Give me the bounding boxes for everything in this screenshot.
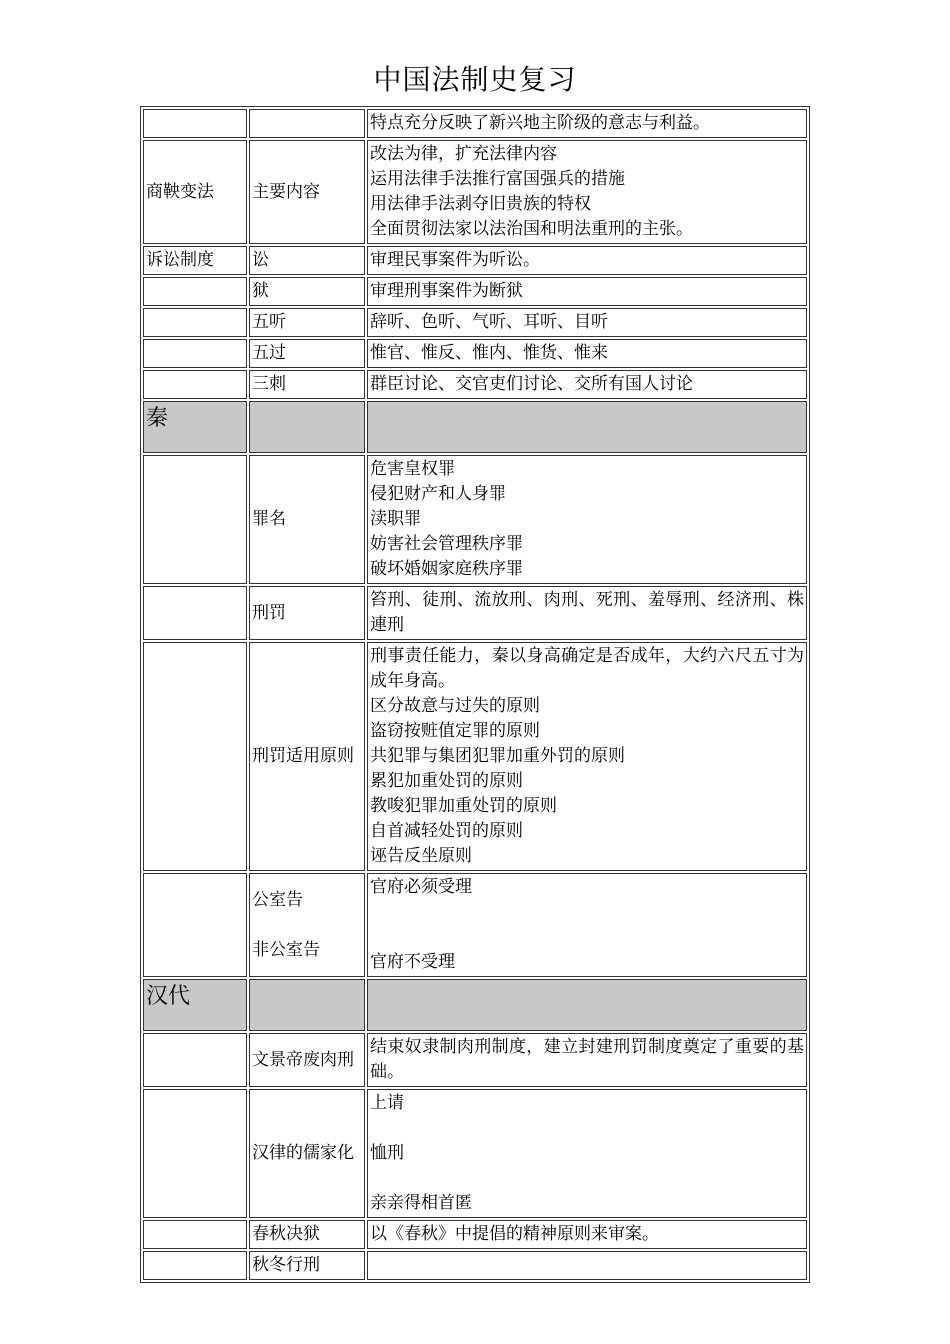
topic-cell <box>143 109 247 138</box>
sub-cell: 文景帝废肉刑 <box>249 1033 365 1087</box>
content-cell: 审理刑事案件为断狱 <box>367 277 807 306</box>
sub-line: 非公室告 <box>252 939 320 960</box>
table-row <box>143 455 807 584</box>
topic-cell <box>143 339 247 368</box>
content-line: 亲亲得相首匿 <box>370 1193 472 1213</box>
content-cell <box>367 1089 807 1218</box>
topic-cell <box>143 308 247 337</box>
content-line: 官府必须受理 <box>370 877 472 897</box>
spacer <box>370 1166 804 1191</box>
period-header-row <box>143 401 807 453</box>
content-cell: 以《春秋》中提倡的精神原则来审案。 <box>367 1220 807 1249</box>
content-line: 破坏婚姻家庭秩序罪 <box>370 559 523 579</box>
table-row <box>143 277 807 306</box>
table-row <box>143 308 807 337</box>
content-cell <box>367 401 807 453</box>
table-row <box>143 873 807 977</box>
sub-cell: 春秋决狱 <box>249 1220 365 1249</box>
content-cell: 笞刑、徒刑、流放刑、肉刑、死刑、羞辱刑、经济刑、株連刑 <box>367 586 807 640</box>
topic-cell: 诉讼制度 <box>143 246 247 275</box>
content-line: 妨害社会管理秩序罪 <box>370 534 523 554</box>
content-cell <box>367 140 807 244</box>
topic-cell <box>143 1220 247 1249</box>
content-line: 自首减轻处罚的原则 <box>370 821 523 841</box>
content-cell <box>367 455 807 584</box>
table-row <box>143 1220 807 1249</box>
sub-cell: 三刺 <box>249 370 365 399</box>
sub-cell: 五过 <box>249 339 365 368</box>
content-line: 用法律手法剥夺旧贵族的特权 <box>370 194 591 214</box>
content-cell <box>367 873 807 977</box>
content-line: 教唆犯罪加重处罚的原则 <box>370 796 557 816</box>
sub-cell: 刑罚 <box>249 586 365 640</box>
sub-cell: 汉律的儒家化 <box>249 1089 365 1218</box>
review-table <box>140 106 810 1283</box>
content-line: 共犯罪与集团犯罪加重外罚的原则 <box>370 746 625 766</box>
table-row <box>143 370 807 399</box>
table-row <box>143 140 807 244</box>
sub-cell: 秋冬行刑 <box>249 1251 365 1280</box>
period-label: 秦 <box>143 401 247 453</box>
spacer <box>370 1116 804 1141</box>
content-cell: 群臣讨论、交官吏们讨论、交所有国人讨论 <box>367 370 807 399</box>
topic-cell <box>143 642 247 871</box>
sub-cell <box>249 979 365 1031</box>
topic-cell <box>143 455 247 584</box>
table-row <box>143 1033 807 1087</box>
content-line: 渎职罪 <box>370 509 421 529</box>
topic-cell <box>143 586 247 640</box>
content-line: 盗窃按赃值定罪的原则 <box>370 721 540 741</box>
table-row <box>143 109 807 138</box>
table-row <box>143 339 807 368</box>
table-row <box>143 642 807 871</box>
content-cell <box>367 1251 807 1280</box>
content-line: 区分故意与过失的原则 <box>370 696 540 716</box>
content-line: 累犯加重处罚的原则 <box>370 771 523 791</box>
content-line: 诬告反坐原则 <box>370 846 472 866</box>
table-row <box>143 1089 807 1218</box>
table-row <box>143 246 807 275</box>
content-line: 运用法律手法推行富国强兵的措施 <box>370 169 625 189</box>
sub-line: 公室告 <box>252 889 303 910</box>
topic-cell <box>143 277 247 306</box>
sub-cell <box>249 401 365 453</box>
topic-cell: 商鞅变法 <box>143 140 247 244</box>
content-cell: 辞听、色听、气听、耳听、目听 <box>367 308 807 337</box>
sub-cell: 讼 <box>249 246 365 275</box>
content-cell: 特点充分反映了新兴地主阶级的意志与利益。 <box>367 109 807 138</box>
content-line: 危害皇权罪 <box>370 459 455 479</box>
sub-cell <box>249 873 365 977</box>
content-line: 恤刑 <box>370 1143 404 1163</box>
sub-cell <box>249 109 365 138</box>
content-line: 侵犯财产和人身罪 <box>370 484 506 504</box>
topic-cell <box>143 1089 247 1218</box>
sub-cell: 五听 <box>249 308 365 337</box>
table-row <box>143 1251 807 1280</box>
content-line: 官府不受理 <box>370 952 455 972</box>
content-cell <box>367 642 807 871</box>
content-line: 改法为律，扩充法律内容 <box>370 144 557 164</box>
page-title: 中国法制史复习 <box>373 63 577 96</box>
content-cell: 审理民事案件为听讼。 <box>367 246 807 275</box>
content-line: 上请 <box>370 1093 404 1113</box>
sub-cell: 罪名 <box>249 455 365 584</box>
content-cell: 惟官、惟反、惟内、惟货、惟来 <box>367 339 807 368</box>
topic-cell <box>143 873 247 977</box>
content-cell <box>367 979 807 1031</box>
spacer <box>370 900 804 925</box>
table-row <box>143 586 807 640</box>
content-cell: 结束奴隶制肉刑制度，建立封建刑罚制度奠定了重要的基础。 <box>367 1033 807 1087</box>
content-line: 刑事责任能力，秦以身高确定是否成年，大约六尺五寸为成年身高。 <box>370 646 804 691</box>
sub-cell: 主要内容 <box>249 140 365 244</box>
topic-cell <box>143 370 247 399</box>
topic-cell <box>143 1033 247 1087</box>
sub-cell: 狱 <box>249 277 365 306</box>
period-label: 汉代 <box>143 979 247 1031</box>
spacer <box>252 913 362 938</box>
topic-cell <box>143 1251 247 1280</box>
sub-cell: 刑罚适用原则 <box>249 642 365 871</box>
spacer <box>370 925 804 950</box>
content-line: 全面贯彻法家以法治国和明法重刑的主张。 <box>370 219 693 239</box>
period-header-row <box>143 979 807 1031</box>
